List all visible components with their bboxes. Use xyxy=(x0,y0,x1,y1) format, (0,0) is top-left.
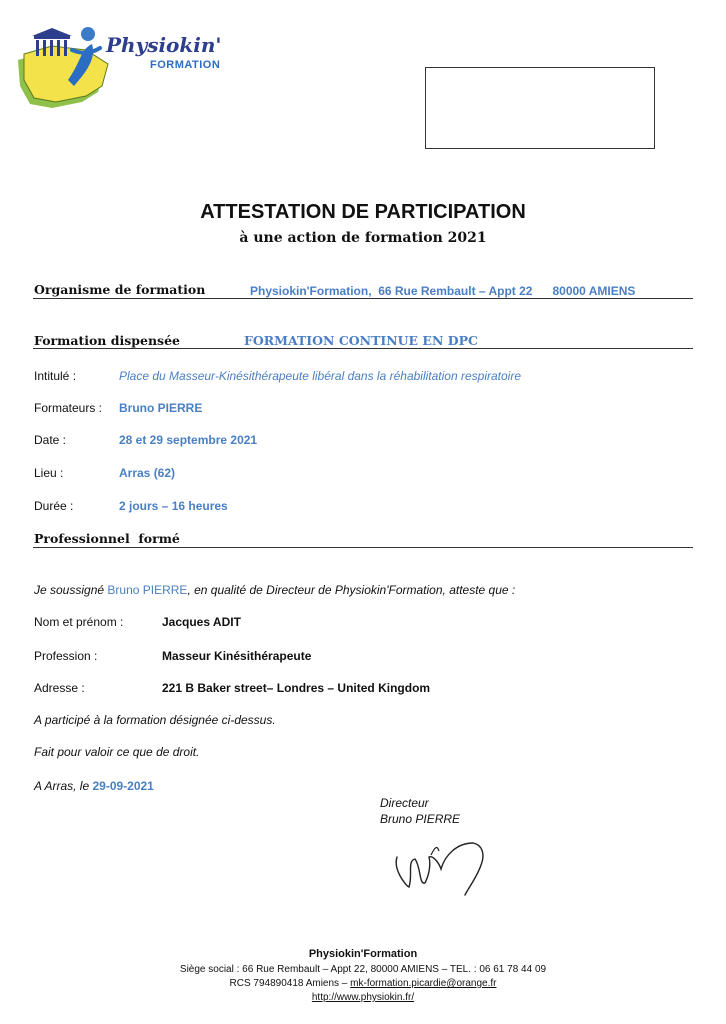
person-value-address: 221 B Baker street– Londres – United Kingdom xyxy=(162,681,431,695)
statement-post: , en qualité de Directeur de Physiokin'Formation, atteste que : xyxy=(187,583,516,597)
professionnel-label: Professionnel formé xyxy=(34,531,180,546)
formation-rule xyxy=(33,348,693,349)
formation-label: Formation dispensée xyxy=(34,333,180,348)
detail-value-formateurs: Bruno PIERRE xyxy=(119,401,203,415)
stamp-box xyxy=(425,67,655,149)
place-date xyxy=(34,779,154,793)
logo-subtitle: FORMATION xyxy=(150,59,221,71)
statement-name: Bruno PIERRE xyxy=(107,583,188,597)
organisme-rule xyxy=(33,298,693,299)
footer-company: Physiokin'Formation xyxy=(308,948,418,960)
person-label-address: Adresse : xyxy=(34,681,85,695)
page-subtitle: à une action de formation 2021 xyxy=(239,230,487,246)
footer-siege: Siège social : 66 Rue Rembault – Appt 22, 80000 AMIENS – TEL. : 06 61 78 44 09 xyxy=(179,964,547,975)
detail-value-duree: 2 jours – 16 heures xyxy=(119,499,228,513)
signature-name: Bruno PIERRE xyxy=(380,812,461,826)
logo-wordmark: Physiokin' xyxy=(106,33,222,57)
person-value-profession: Masseur Kinésithérapeute xyxy=(162,649,312,663)
place-prefix: A Arras, le xyxy=(34,779,93,793)
person-label-profession: Profession : xyxy=(34,649,98,663)
detail-value-lieu: Arras (62) xyxy=(119,466,176,480)
footer-website xyxy=(0,992,726,1003)
fait-text: Fait pour valoir ce que de droit. xyxy=(34,745,200,759)
footer-rcs-text: RCS 794890418 Amiens – xyxy=(229,978,351,989)
detail-label-date: Date : xyxy=(34,433,67,447)
place-date-value: 29-09-2021 xyxy=(92,779,154,793)
statement-pre: Je soussigné xyxy=(34,583,108,597)
detail-label-duree: Durée : xyxy=(34,499,74,513)
footer-email-link[interactable]: mk-formation.picardie@orange.fr xyxy=(350,978,497,989)
logo-figure-head xyxy=(81,27,95,41)
detail-value-intitule: Place du Masseur-Kinésithérapeute libéral dans la réhabilitation respiratoire xyxy=(119,369,522,383)
footer-rcs xyxy=(0,978,726,989)
detail-value-date: 28 et 29 septembre 2021 xyxy=(119,433,258,447)
detail-label-intitule: Intitulé : xyxy=(34,369,77,383)
signature-role: Directeur xyxy=(380,796,429,810)
logo-roof xyxy=(34,36,70,39)
footer-website-link[interactable]: http://www.physiokin.fr/ xyxy=(311,992,415,1003)
detail-label-formateurs: Formateurs : xyxy=(34,401,103,415)
person-label-name: Nom et prénom : xyxy=(34,615,124,629)
participated-text: A participé à la formation désignée ci-dessus. xyxy=(34,713,276,727)
formation-value: FORMATION CONTINUE EN DPC xyxy=(244,333,478,348)
person-value-name: Jacques ADIT xyxy=(162,615,241,629)
logo-pediment xyxy=(32,28,72,36)
organisme-value: Physiokin'Formation, 66 Rue Rembault – Appt 22 80000 AMIENS xyxy=(250,284,636,298)
statement-text xyxy=(34,583,515,597)
organisme-label: Organisme de formation xyxy=(34,282,206,297)
page-title: ATTESTATION DE PARTICIPATION xyxy=(200,201,526,223)
professionnel-rule xyxy=(33,547,693,548)
detail-label-lieu: Lieu : xyxy=(34,466,64,480)
handwritten-signature xyxy=(385,825,495,905)
